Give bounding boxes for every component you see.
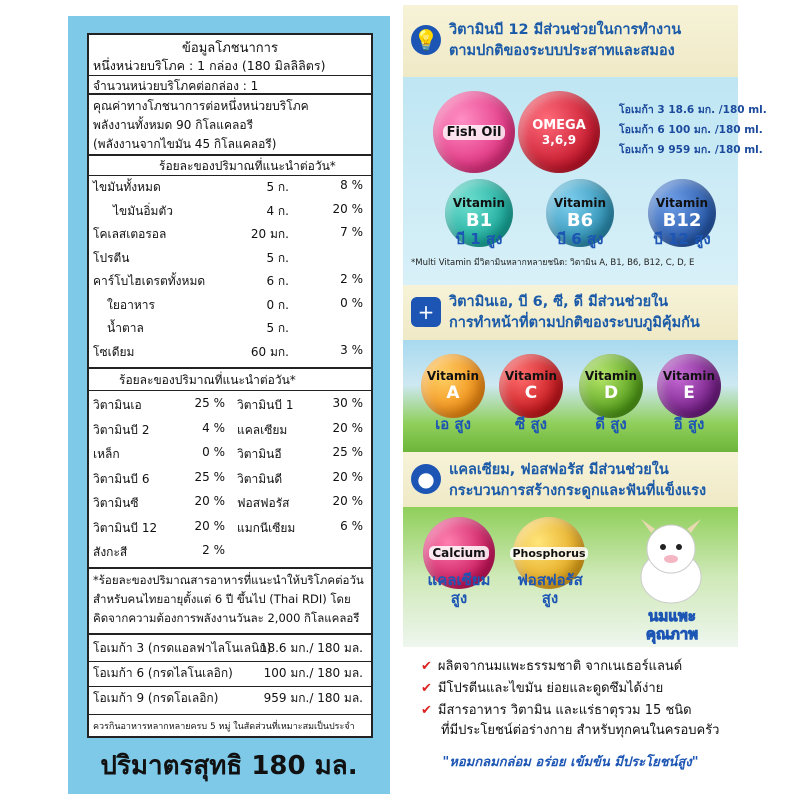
- omega-value: 959 มก./ 180 มล.: [263, 691, 363, 705]
- omega-value: 18.6 มก./ 180 มล.: [259, 641, 363, 655]
- immune-section-header: [403, 285, 738, 340]
- goat-icon: [621, 515, 721, 611]
- nutrient-amount: 5 ก.: [266, 250, 289, 265]
- nutrient-amount: 20 มก.: [250, 227, 289, 241]
- nutrient-name: ใยอาหาร: [107, 297, 155, 312]
- brain-section: [403, 77, 767, 285]
- nutrition-facts-panel: [87, 33, 373, 738]
- omega-label: OMEGA: [532, 117, 586, 133]
- nutrient-percent: 2 %: [340, 272, 363, 286]
- immune-heading-1: วิตามินเอ, บี 6, ซี, ดี มีส่วนช่วยใน: [449, 294, 669, 310]
- phosphorus-thai-line-2: สูง: [541, 589, 559, 607]
- bones-section-header: [403, 452, 738, 507]
- vitamin-name-left: สังกะสี: [93, 545, 128, 559]
- nutrient-percent: 7 %: [340, 225, 363, 239]
- bones-heading-1: แคลเซียม, ฟอสฟอรัส มีส่วนช่วยใน: [449, 462, 669, 478]
- brain-section-header: [403, 5, 738, 77]
- vitamin-name-right: แมกนีเซียม: [237, 520, 296, 535]
- footnote-line-3: คิดจากความต้องการพลังงานวันละ 2,000 กิโลแคลอรี: [93, 611, 360, 625]
- vitamin-name-left: วิตามินเอ: [93, 398, 142, 412]
- vitamin-header: ร้อยละของปริมาณที่แนะนำต่อวัน*: [119, 373, 296, 387]
- serving-size: หนึ่งหน่วยบริโภค : 1 กล่อง (180 มิลลิลิตร): [93, 58, 326, 73]
- fish-oil-label: Fish Oil: [443, 125, 506, 140]
- shield-icon: +: [411, 297, 441, 327]
- nutrient-amount: 5 ก.: [266, 180, 289, 194]
- check-icon: ✔: [421, 681, 432, 696]
- vitamin-c-thai: ซี สูง: [515, 415, 547, 433]
- omega-line-3: โอเมก้า 9 959 มก. /180 ml.: [619, 144, 763, 156]
- vitamin-pct-right: 20 %: [332, 469, 363, 484]
- vitamin-name-right: วิตามินดี: [237, 471, 283, 486]
- vitamin-pct-right: 6 %: [340, 518, 363, 533]
- nutrient-percent: 8 %: [340, 178, 363, 192]
- check-icon: ✔: [421, 703, 432, 718]
- calcium-label: Calcium: [429, 546, 488, 560]
- vitamin-b1-thai: บี 1 สูง: [455, 230, 503, 248]
- vitamin-name-left: วิตามินบี 2: [93, 422, 150, 437]
- calcium-thai: [417, 571, 501, 607]
- vitamin-b1-word: Vitamin: [452, 195, 506, 210]
- vitamin-name-left: วิตามินซี: [93, 496, 139, 510]
- nutrient-name: โซเดียม: [93, 344, 135, 359]
- vitamin-d-word: Vitamin: [584, 369, 638, 383]
- total-energy: พลังงานทั้งหมด 90 กิโลแคลอรี: [93, 118, 254, 132]
- nutrient-amount: 6 ก.: [266, 274, 289, 288]
- bullets-section: [403, 647, 738, 794]
- vitamin-e-ball: [657, 354, 721, 418]
- nutrient-name: โปรตีน: [93, 250, 130, 265]
- vitamin-pct-right: 25 %: [332, 445, 363, 459]
- omega-line-1: โอเมก้า 3 18.6 มก. /180 ml.: [619, 104, 767, 116]
- bullet-3: ✔ มีสารอาหาร วิตามิน และแร่ธาตุรวม 15 ชนิด: [421, 703, 692, 718]
- vitamin-name-right: วิตามินอี: [237, 447, 282, 461]
- goat-text-1: นมแพะ: [648, 607, 696, 625]
- vitamin-d-ball: [579, 354, 643, 418]
- brain-heading-1: วิตามินบี 12 มีส่วนช่วยในการทำงาน: [449, 22, 682, 38]
- phosphorus-thai-line-1: ฟอสฟอรัส: [517, 571, 583, 589]
- vitamin-pct-right: 20 %: [332, 420, 363, 435]
- goat-text-2: คุณภาพ: [645, 625, 699, 643]
- bones-heading-2: กระบวนการสร้างกระดูกและฟันที่แข็งแรง: [449, 483, 707, 499]
- footnote-line-2: สำหรับคนไทยอายุตั้งแต่ 6 ปี ขึ้นไป (Thai RDI) โดย: [93, 592, 351, 606]
- omega-value: 100 มก./ 180 มล.: [263, 666, 363, 680]
- nutrient-name: น้ำตาล: [107, 321, 144, 335]
- nutrient-name: ไขมันทั้งหมด: [93, 180, 161, 194]
- vitamin-pct-right: 20 %: [332, 494, 363, 508]
- nutrient-amount: 60 มก.: [250, 344, 289, 359]
- calcium-thai-line-1: แคลเซียม: [427, 571, 491, 589]
- vitamin-b1-code: B1: [465, 209, 493, 231]
- omega-numbers: 3,6,9: [541, 132, 577, 147]
- omega-name: โอเมก้า 9 (กรดโอเลอิก): [93, 691, 219, 705]
- brain-heading-2: ตามปกติของระบบประสาทและสมอง: [449, 43, 675, 59]
- vitamin-pct-left: 25 %: [194, 396, 225, 410]
- advice-text: ควรกินอาหารหลากหลายครบ 5 หมู่ ในสัดส่วนที่เหมาะสมเป็นประจำ: [93, 722, 355, 732]
- vitamin-a-ball: [421, 354, 485, 418]
- phosphorus-label: Phosphorus: [512, 546, 586, 560]
- vitamin-name-left: วิตามินบี 12: [93, 520, 158, 535]
- vitamin-b12-code: B12: [662, 209, 702, 231]
- multi-vitamin-note: *Multi Vitamin มีวิตามินหลากหลายชนิด: วิตามิน A, B1, B6, B12, C, D, E: [411, 258, 695, 268]
- omega-name: โอเมก้า 3 (กรดแอลฟาไลโนเลนิก): [93, 641, 272, 655]
- vitamin-pct-right: 30 %: [332, 396, 363, 410]
- vitamin-pct-left: 2 %: [202, 543, 225, 557]
- vitamin-pct-left: 0 %: [202, 445, 225, 459]
- thai-rdi-header: ร้อยละของปริมาณที่แนะนำต่อวัน*: [159, 159, 336, 173]
- vitamin-b12-thai: บี 12 สูง: [653, 230, 711, 248]
- nutrient-amount: 4 ก.: [266, 203, 289, 218]
- vitamin-name-right: แคลเซียม: [237, 422, 288, 437]
- servings-per-box: จำนวนหน่วยบริโภคต่อกล่อง : 1: [93, 79, 259, 93]
- vitamin-pct-left: 20 %: [194, 494, 225, 508]
- vitamin-e-word: Vitamin: [662, 369, 716, 383]
- check-icon: ✔: [421, 659, 432, 674]
- product-benefits-panel: [403, 5, 767, 794]
- nutrient-amount: 0 ก.: [266, 297, 289, 312]
- net-volume: ปริมาตรสุทธิ 180 มล.: [100, 751, 358, 781]
- value-per-serving: คุณค่าทางโภชนาการต่อหนึ่งหน่วยบริโภค: [93, 99, 309, 113]
- phosphorus-thai: [505, 571, 595, 607]
- immune-heading-2: การทำหน้าที่ตามปกติของระบบภูมิคุ้มกัน: [449, 315, 700, 331]
- nutrient-percent: 0 %: [340, 295, 363, 310]
- fat-energy: (พลังงานจากไขมัน 45 กิโลแคลอรี): [93, 137, 277, 151]
- nutrient-name: ไขมันอิ่มตัว: [113, 203, 173, 218]
- vitamin-c-code: C: [524, 383, 538, 403]
- footnote-line-1: *ร้อยละของปริมาณสารอาหารที่แนะนำให้บริโภคต่อวัน: [93, 573, 364, 587]
- vitamin-b12-word: Vitamin: [655, 195, 709, 210]
- vitamin-b6-thai: บี 6 สูง: [556, 230, 604, 248]
- vitamin-pct-left: 20 %: [194, 518, 225, 533]
- vitamin-pct-left: 25 %: [194, 469, 225, 484]
- goat-milk-badge: [629, 607, 715, 643]
- immune-section: [403, 340, 738, 452]
- vitamin-pct-left: 4 %: [202, 420, 225, 435]
- bullet-1: ✔ ผลิตจากนมแพะธรรมชาติ จากเนเธอร์แลนด์: [421, 659, 683, 674]
- nutrient-percent: 3 %: [340, 342, 363, 357]
- vitamin-d-code: D: [603, 383, 619, 403]
- vitamin-a-code: A: [446, 383, 460, 403]
- fish-oil-ball: [433, 91, 515, 173]
- slogan: "หอมกลมกล่อม อร่อย เข้มข้น มีประโยชน์สูง": [442, 755, 699, 770]
- vitamin-e-thai: อี สูง: [673, 415, 705, 433]
- omega-name: โอเมก้า 6 (กรดไลโนเลอิก): [93, 666, 233, 680]
- nutrient-name: คาร์โบไฮเดรตทั้งหมด: [93, 274, 206, 288]
- vitamin-b6-word: Vitamin: [553, 195, 607, 210]
- nutrient-name: โคเลสเตอรอล: [93, 227, 167, 241]
- vitamin-c-word: Vitamin: [504, 369, 558, 383]
- nutrient-percent: 20 %: [332, 201, 363, 216]
- bones-section: [403, 507, 738, 647]
- bullet-2: ✔ มีโปรตีนและไขมัน ย่อยและดูดซึมได้ง่าย: [421, 681, 664, 696]
- omega-ball: [518, 91, 600, 173]
- vitamin-name-left: เหล็ก: [93, 447, 120, 461]
- nutrition-title: ข้อมูลโภชนาการ: [182, 41, 278, 56]
- calcium-thai-line-2: สูง: [450, 589, 468, 607]
- omega-line-2: โอเมก้า 6 100 มก. /180 ml.: [619, 124, 763, 136]
- vitamin-name-right: วิตามินบี 1: [237, 398, 294, 412]
- vitamin-a-word: Vitamin: [426, 369, 480, 383]
- vitamin-c-ball: [499, 354, 563, 418]
- vitamin-e-code: E: [683, 383, 695, 403]
- vitamin-b6-code: B6: [566, 209, 594, 231]
- vitamin-d-thai: ดี สูง: [595, 415, 627, 433]
- vitamin-name-left: วิตามินบี 6: [93, 471, 150, 486]
- lightbulb-icon: 💡: [411, 25, 441, 55]
- bullet-3-continued: ที่มีประโยชน์ต่อร่างกาย สำหรับทุกคนในครอบครัว: [441, 723, 720, 738]
- tooth-icon: ●: [411, 464, 441, 494]
- vitamin-a-thai: เอ สูง: [435, 415, 471, 433]
- nutrient-amount: 5 ก.: [266, 321, 289, 335]
- vitamin-name-right: ฟอสฟอรัส: [237, 496, 290, 510]
